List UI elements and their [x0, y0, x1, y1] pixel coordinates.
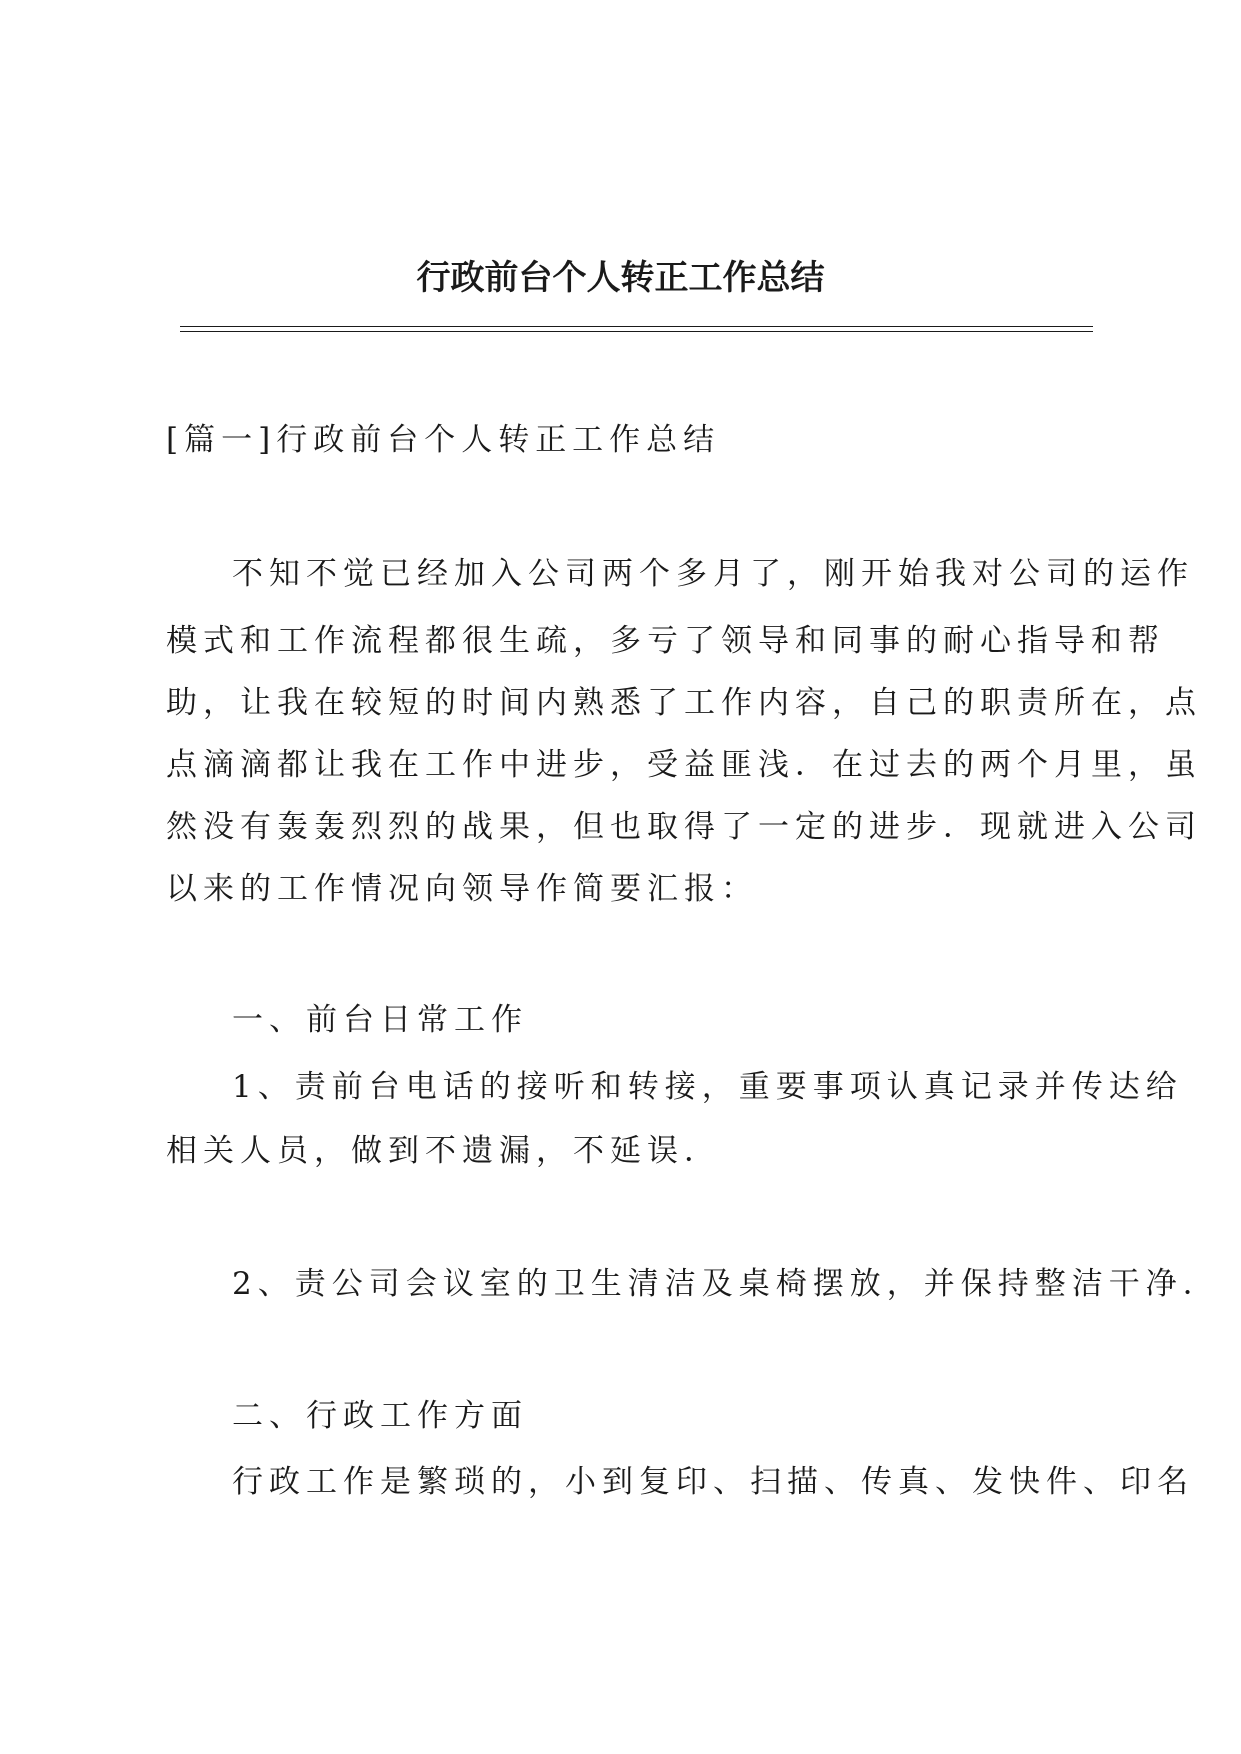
intro-line-5: 然没有轰轰烈烈的战果，但也取得了一定的进步．现就进入公司	[166, 809, 1202, 845]
part1-heading: 一、前台日常工作	[232, 1002, 528, 1038]
title-rule-bottom	[180, 331, 1093, 332]
title-rule-top	[180, 326, 1093, 327]
section-heading: [篇一]行政前台个人转正工作总结	[166, 422, 721, 458]
intro-line-3: 助，让我在较短的时间内熟悉了工作内容，自己的职责所在，点	[166, 685, 1202, 721]
part1-item1-line-2: 相关人员，做到不遗漏，不延误．	[166, 1133, 721, 1169]
part2-heading: 二、行政工作方面	[232, 1398, 528, 1434]
intro-line-6: 以来的工作情况向领导作简要汇报：	[166, 871, 758, 907]
intro-line-4: 点滴滴都让我在工作中进步，受益匪浅．在过去的两个月里，虽	[166, 747, 1202, 783]
intro-line-1: 不知不觉已经加入公司两个多月了，刚开始我对公司的运作	[232, 556, 1194, 592]
part2-line-1: 行政工作是繁琐的，小到复印、扫描、传真、发快件、印名	[232, 1464, 1194, 1500]
intro-line-2: 模式和工作流程都很生疏，多亏了领导和同事的耐心指导和帮	[166, 623, 1165, 659]
document-title: 行政前台个人转正工作总结	[416, 258, 825, 298]
part1-item1-line-1: 1、责前台电话的接听和转接，重要事项认真记录并传达给	[232, 1069, 1183, 1105]
part1-item2: 2、责公司会议室的卫生清洁及桌椅摆放，并保持整洁干净．	[232, 1266, 1220, 1302]
